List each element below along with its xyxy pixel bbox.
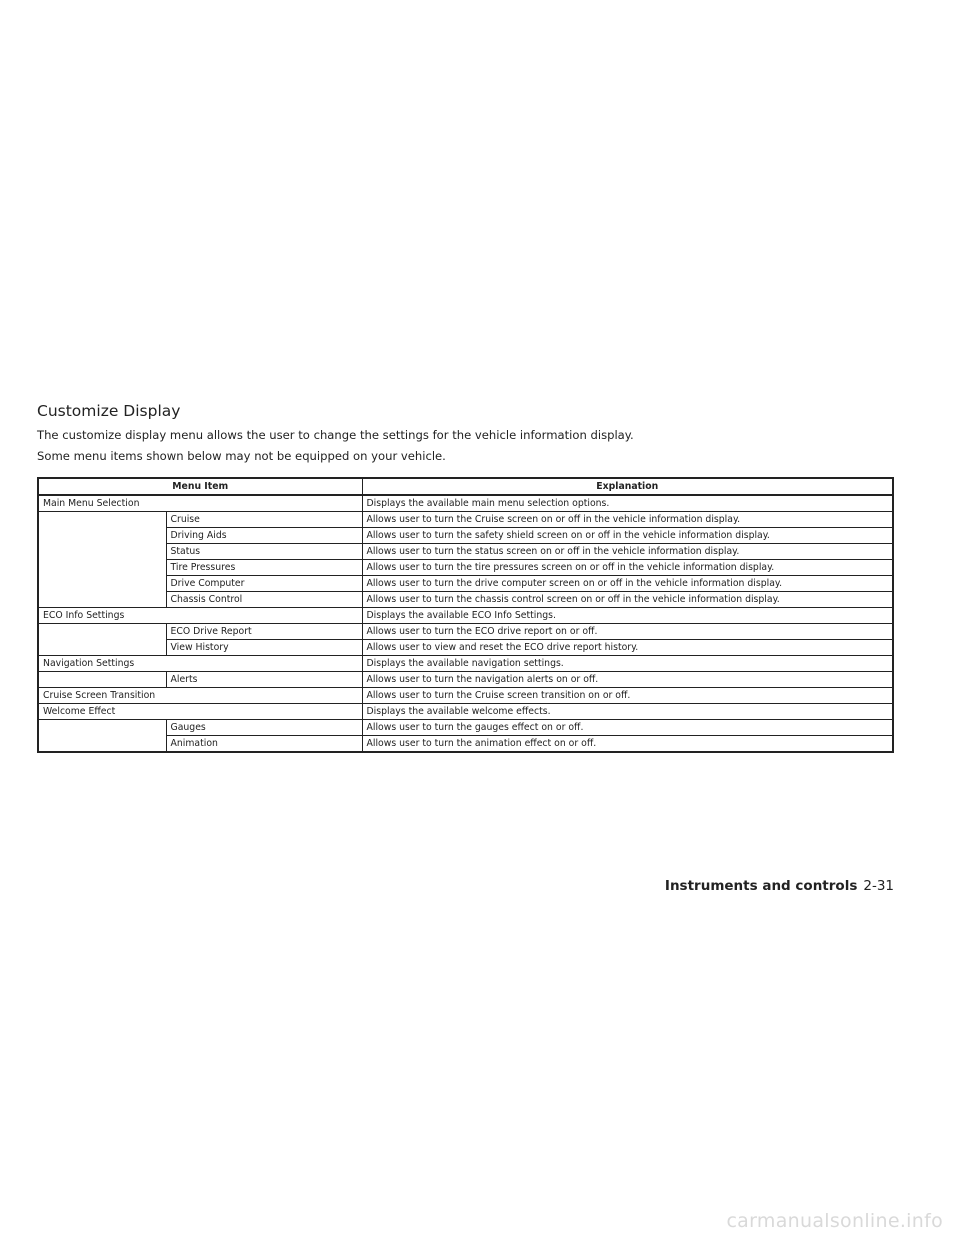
explanation-cell: Allows user to turn the ECO drive report on or off. — [362, 624, 893, 640]
customize-display-table — [37, 477, 894, 753]
table-subrow — [38, 592, 893, 608]
explanation-cell: Allows user to turn the navigation alerts on or off. — [362, 672, 893, 688]
table-subrow — [38, 528, 893, 544]
indent-cell — [38, 576, 166, 592]
submenu-item-cell: Tire Pressures — [166, 560, 362, 576]
submenu-item-cell: Animation — [166, 736, 362, 753]
indent-cell — [38, 672, 166, 688]
indent-cell — [38, 720, 166, 736]
table-row — [38, 608, 893, 624]
menu-item-cell: Cruise Screen Transition — [38, 688, 362, 704]
table-subrow — [38, 544, 893, 560]
page-footer — [665, 878, 894, 894]
table-subrow — [38, 624, 893, 640]
table-subrow — [38, 560, 893, 576]
indent-cell — [38, 528, 166, 544]
table-subrow — [38, 640, 893, 656]
indent-cell — [38, 736, 166, 753]
table-subrow — [38, 720, 893, 736]
table-row — [38, 495, 893, 512]
explanation-cell: Allows user to turn the tire pressures screen on or off in the vehicle information display. — [362, 560, 893, 576]
submenu-item-cell: Gauges — [166, 720, 362, 736]
chapter-title: Instruments and controls — [664, 878, 858, 894]
table-header-row — [38, 478, 893, 495]
header-menu-item: Menu Item — [38, 478, 362, 495]
indent-cell — [38, 624, 166, 640]
submenu-item-cell: Cruise — [166, 512, 362, 528]
intro-text: The customize display menu allows the user to change the settings for the vehicle information display. — [37, 428, 634, 442]
explanation-cell: Allows user to turn the chassis control screen on or off in the vehicle information display. — [362, 592, 893, 608]
explanation-cell: Allows user to turn the Cruise screen transition on or off. — [362, 688, 893, 704]
explanation-cell: Allows user to turn the animation effect on or off. — [362, 736, 893, 753]
menu-item-cell: Navigation Settings — [38, 656, 362, 672]
explanation-cell: Displays the available navigation settings. — [362, 656, 893, 672]
watermark: carmanualsonline.info — [726, 1210, 943, 1232]
header-explanation: Explanation — [362, 478, 893, 495]
menu-item-cell: Main Menu Selection — [38, 495, 362, 512]
table-body — [38, 495, 893, 752]
table-row — [38, 688, 893, 704]
explanation-cell: Allows user to turn the drive computer screen on or off in the vehicle information display. — [362, 576, 893, 592]
submenu-item-cell: View History — [166, 640, 362, 656]
table-subrow — [38, 736, 893, 753]
explanation-cell: Displays the available welcome effects. — [362, 704, 893, 720]
explanation-cell: Allows user to turn the Cruise screen on or off in the vehicle information display. — [362, 512, 893, 528]
table-subrow — [38, 576, 893, 592]
table-row — [38, 656, 893, 672]
explanation-cell: Allows user to turn the status screen on or off in the vehicle information display. — [362, 544, 893, 560]
table-subrow — [38, 672, 893, 688]
submenu-item-cell: Alerts — [166, 672, 362, 688]
submenu-item-cell: Chassis Control — [166, 592, 362, 608]
submenu-item-cell: ECO Drive Report — [166, 624, 362, 640]
explanation-cell: Displays the available ECO Info Settings. — [362, 608, 893, 624]
explanation-cell: Displays the available main menu selection options. — [362, 495, 893, 512]
indent-cell — [38, 512, 166, 528]
submenu-item-cell: Drive Computer — [166, 576, 362, 592]
menu-item-cell: Welcome Effect — [38, 704, 362, 720]
explanation-cell: Allows user to turn the gauges effect on or off. — [362, 720, 893, 736]
table-row — [38, 704, 893, 720]
submenu-item-cell: Status — [166, 544, 362, 560]
indent-cell — [38, 640, 166, 656]
indent-cell — [38, 592, 166, 608]
section-title: Customize Display — [37, 402, 181, 420]
equipment-note: Some menu items shown below may not be equipped on your vehicle. — [37, 449, 446, 463]
explanation-cell: Allows user to turn the safety shield screen on or off in the vehicle information display. — [362, 528, 893, 544]
indent-cell — [38, 560, 166, 576]
submenu-item-cell: Driving Aids — [166, 528, 362, 544]
page-number: 2-31 — [863, 878, 894, 894]
menu-item-cell: ECO Info Settings — [38, 608, 362, 624]
indent-cell — [38, 544, 166, 560]
explanation-cell: Allows user to view and reset the ECO drive report history. — [362, 640, 893, 656]
table-subrow — [38, 512, 893, 528]
